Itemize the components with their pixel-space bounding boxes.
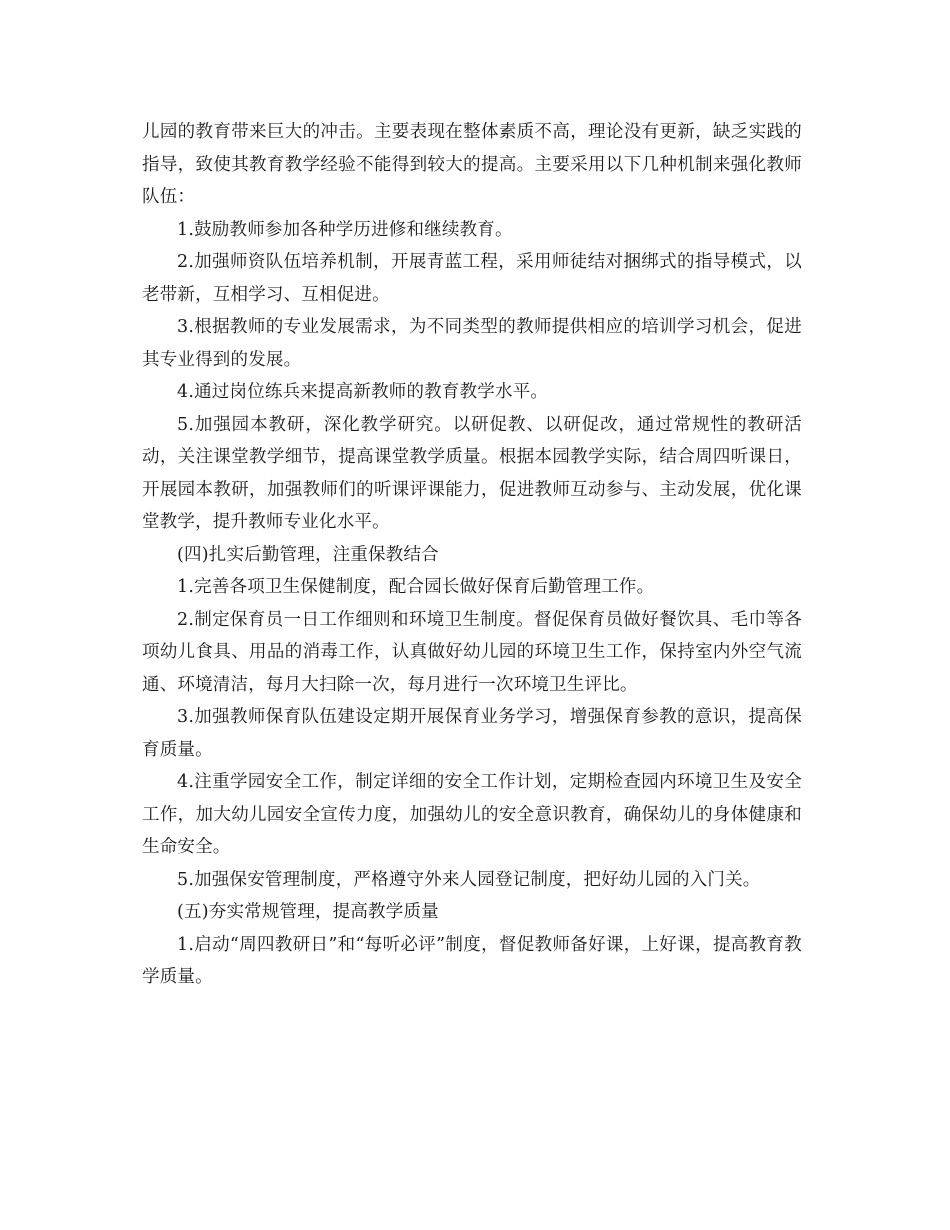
document-body bbox=[142, 116, 802, 994]
paragraph-item-1: 1.鼓励教师参加各种学历进修和继续教育。 bbox=[177, 219, 513, 240]
paragraph-item-4-3: 3.加强教师保育队伍建设定期开展保育业务学习，增强保育参教的意识，提高保育质量。 bbox=[142, 707, 802, 760]
paragraph-item-5: 5.加强园本教研，深化教学研究。以研促教、以研促改，通过常规性的教研活动，关注课堂教学细节，提高课堂教学质量。根据本园教学实际，结合周四听课日，开展园本教研，加强教师们的听课评课能力，促进教师互动参与、主动发展，优化课堂教学，提升教师专业化水平。 bbox=[142, 414, 802, 532]
paragraph-item-2: 2.加强师资队伍培养机制，开展青蓝工程，采用师徒结对捆绑式的指导模式，以老带新，互相学习、互相促进。 bbox=[142, 252, 802, 305]
paragraph-item-5-1: 1.启动“周四教研日”和“每听必评”制度，督促教师备好课，上好课，提高教育教学质量。 bbox=[142, 934, 802, 987]
section-heading-4: (四)扎实后勤管理，注重保教结合 bbox=[177, 544, 439, 565]
section-heading-5: (五)夯实常规管理，提高教学质量 bbox=[177, 902, 439, 922]
paragraph-item-3: 3.根据教师的专业发展需求，为不同类型的教师提供相应的培训学习机会，促进其专业得到的发展。 bbox=[142, 317, 802, 370]
paragraph-continuation: 儿园的教育带来巨大的冲击。主要表现在整体素质不高，理论没有更新，缺乏实践的指导，致使其教育教学经验不能得到较大的提高。主要采用以下几种机制来强化教师队伍： bbox=[142, 122, 802, 207]
paragraph-item-4-2: 2.制定保育员一日工作细则和环境卫生制度。督促保育员做好餐饮具、毛巾等各项幼儿食具、用品的消毒工作，认真做好幼儿园的环境卫生工作，保持室内外空气流通、环境清洁，每月大扫除一次，每月进行一次环境卫生评比。 bbox=[142, 609, 802, 695]
paragraph-item-4-1: 1.完善各项卫生保健制度，配合园长做好保育后勤管理工作。 bbox=[177, 577, 655, 597]
paragraph-item-4-4: 4.注重学园安全工作，制定详细的安全工作计划，定期检查园内环境卫生及安全工作，加大幼儿园安全宣传力度，加强幼儿的安全意识教育，确保幼儿的身体健康和生命安全。 bbox=[142, 772, 802, 857]
paragraph-item-4-5: 5.加强保安管理制度，严格遵守外来人园登记制度，把好幼儿园的入门关。 bbox=[177, 869, 761, 890]
paragraph-item-4: 4.通过岗位练兵来提高新教师的教育教学水平。 bbox=[177, 382, 549, 402]
